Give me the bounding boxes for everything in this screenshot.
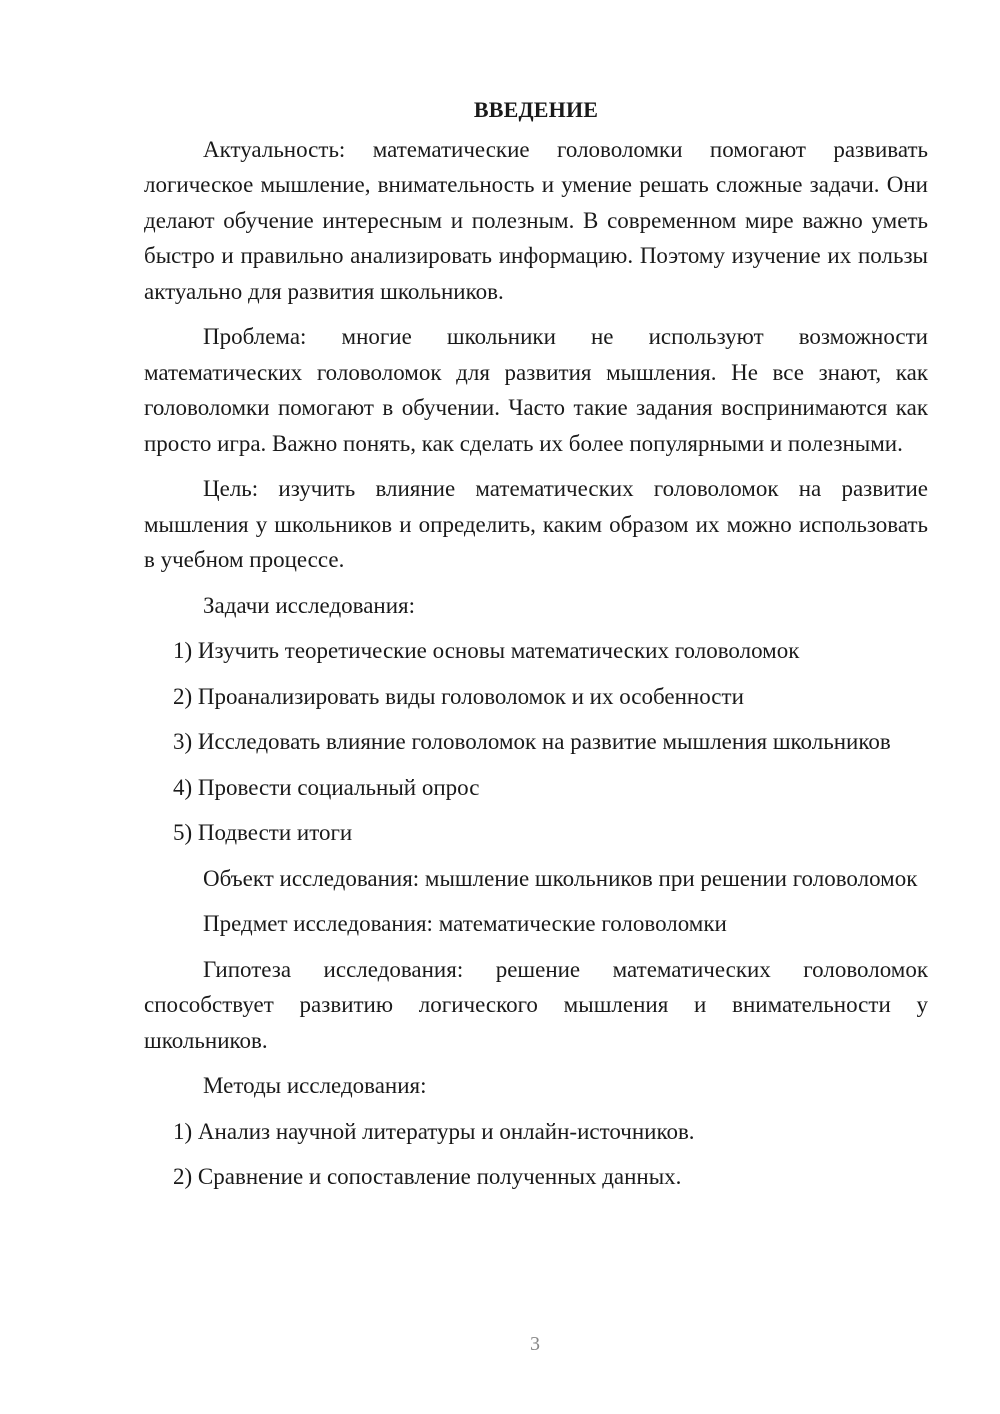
method-item: 1) Анализ научной литературы и онлайн-источников. xyxy=(173,1118,695,1144)
tasks-heading: Задачи исследования: xyxy=(203,592,416,618)
relevance-paragraph: Актуальность: математические головоломки помогают развивать логическое мышление, внимательность и умение решать сложные задачи. Они делают обучение интересным и полезным. В современном мире важно уметь быстро и правильно анализировать информацию. Поэтому изучение их пользы актуально для развития школьников. xyxy=(144,136,928,304)
task-item: 2) Проанализировать виды головоломок и их особенности xyxy=(173,683,744,709)
method-item: 2) Сравнение и сопоставление полученных данных. xyxy=(173,1164,682,1189)
methods-heading: Методы исследования: xyxy=(203,1073,427,1098)
problem-paragraph: Проблема: многие школьники не используют возможности математических головоломок для развития мышления. Не все знают, как головоломки помогают в обучении. Часто такие задания воспринимаются как просто игра. Важно понять, как сделать их более популярными и полезными. xyxy=(144,324,928,456)
object-paragraph: Объект исследования: мышление школьников при решении головоломок xyxy=(203,865,918,891)
page-title: ВВЕДЕНИЕ xyxy=(473,97,599,122)
goal-paragraph: Цель: изучить влияние математических головоломок на развитие мышления у школьников и определить, каким образом их можно использовать в учебном процессе. xyxy=(144,476,928,572)
hypothesis-paragraph: Гипотеза исследования: решение математических головоломок способствует развитию логического мышления и внимательности у школьников. xyxy=(144,956,928,1053)
subject-paragraph: Предмет исследования: математические головоломки xyxy=(203,911,727,936)
task-item: 5) Подвести итоги xyxy=(173,820,353,845)
task-item: 1) Изучить теоретические основы математических головоломок xyxy=(173,638,800,663)
task-item: 3) Исследовать влияние головоломок на развитие мышления школьников xyxy=(173,729,891,754)
document-body xyxy=(144,92,928,1205)
page-number: 3 xyxy=(530,1333,540,1355)
task-item: 4) Провести социальный опрос xyxy=(173,774,480,800)
